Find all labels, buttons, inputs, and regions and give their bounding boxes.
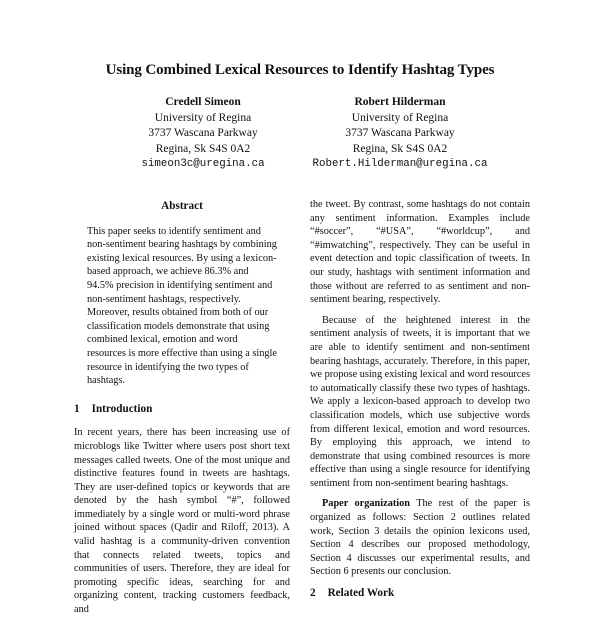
author-block-2 [302,95,498,173]
author-name: Robert Hilderman [354,96,446,108]
section-title: Related Work [327,587,395,599]
author-email: Robert.Hilderman@uregina.ca [312,158,488,170]
section-heading-introduction [74,403,290,417]
paragraph-organization [310,497,530,579]
section-number: 2 [310,587,316,599]
introduction-paragraph: In recent years, there has been increasing use of microblogs like Twitter where users post short text messages called tweets. One of the most unique and distinctive features found in tweets are hashtags. They are user-defined topics or keywords that are denoted by the hash symbol “#”, followed immediately by a single word or multi-word phrase joined without spaces (Qadir and Riloff, 2013). A valid hashtag is a community-driven convention that connects related tweets, topics and communities of users. Therefore, they are ideal for promoting specific ideas, searching for and organizing content, tracking customers feedback, and [74,427,290,616]
author-email: simeon3c@uregina.ca [141,158,265,170]
section-title: Introduction [91,402,153,415]
author-address-line-1: 3737 Wascana Parkway [345,127,455,139]
author-address-line-2: Regina, Sk S4S 0A2 [155,142,251,155]
organization-text: The rest of the paper is organized as follows: Section 2 outlines related work, Section 3 details the opinion lexicons used, Section 4 describes our proposed methodology, Section 4 discusses our experimental results, and Section 6 presents our conclusion. [310,498,531,578]
author-affiliation: University of Regina [351,111,449,124]
author-address-line-1: 3737 Wascana Parkway [148,127,258,139]
abstract-heading: Abstract [161,200,203,212]
author-name: Credell Simeon [165,96,241,108]
organization-label: Paper organization [322,498,411,510]
author-affiliation: University of Regina [154,111,252,124]
right-column [310,198,530,579]
author-block-1 [118,95,288,173]
author-address-line-2: Regina, Sk S4S 0A2 [352,142,448,155]
left-column [74,200,290,617]
section-heading-related-work [310,587,394,599]
paragraph-hashtag-examples: the tweet. By contrast, some hashtags do not contain any sentiment information. Examples include “#soccer”, “#USA”, “#worldcup”, and “#imwatching”, respectively. They can be useful in event detection and topic classification of tweets. In our study, hashtags with sentiment information and those without are referred to as sentiment and non-sentiment bearing, respectively. [310,199,530,306]
paragraph-approach: Because of the heightened interest in the sentiment analysis of tweets, it is important that we are able to identify sentiment and non-sentiment bearing hashtags, accurately. Therefore, in this paper, we propose using existing lexical and word resources to automatically classify these two types of hashtags. We apply a lexicon-based approach to develop two classification models, which use subjective words from different lexical, emotion and word resources. By employing this approach, we intend to demonstrate that using combined resources is more effective than using a single resource for identifying sentiment from non-sentiment bearing hashtags. [310,314,530,489]
abstract-text: This paper seeks to identify sentiment and non-sentiment bearing hashtags by combining existing lexical resources. By using a lexicon-based approach, we achieve 86.3% and 94.5% precision in identifying sentiment and non-sentiment hashtags, respectively. Moreover, results obtained from both of our classification models demonstrate that using combined lexical, emotion and word resources is more effective than using a single resource in identifying the two types of hashtags. [87,225,277,387]
paper-title: Using Combined Lexical Resources to Identify Hashtag Types [105,62,495,78]
section-number: 1 [74,402,80,415]
